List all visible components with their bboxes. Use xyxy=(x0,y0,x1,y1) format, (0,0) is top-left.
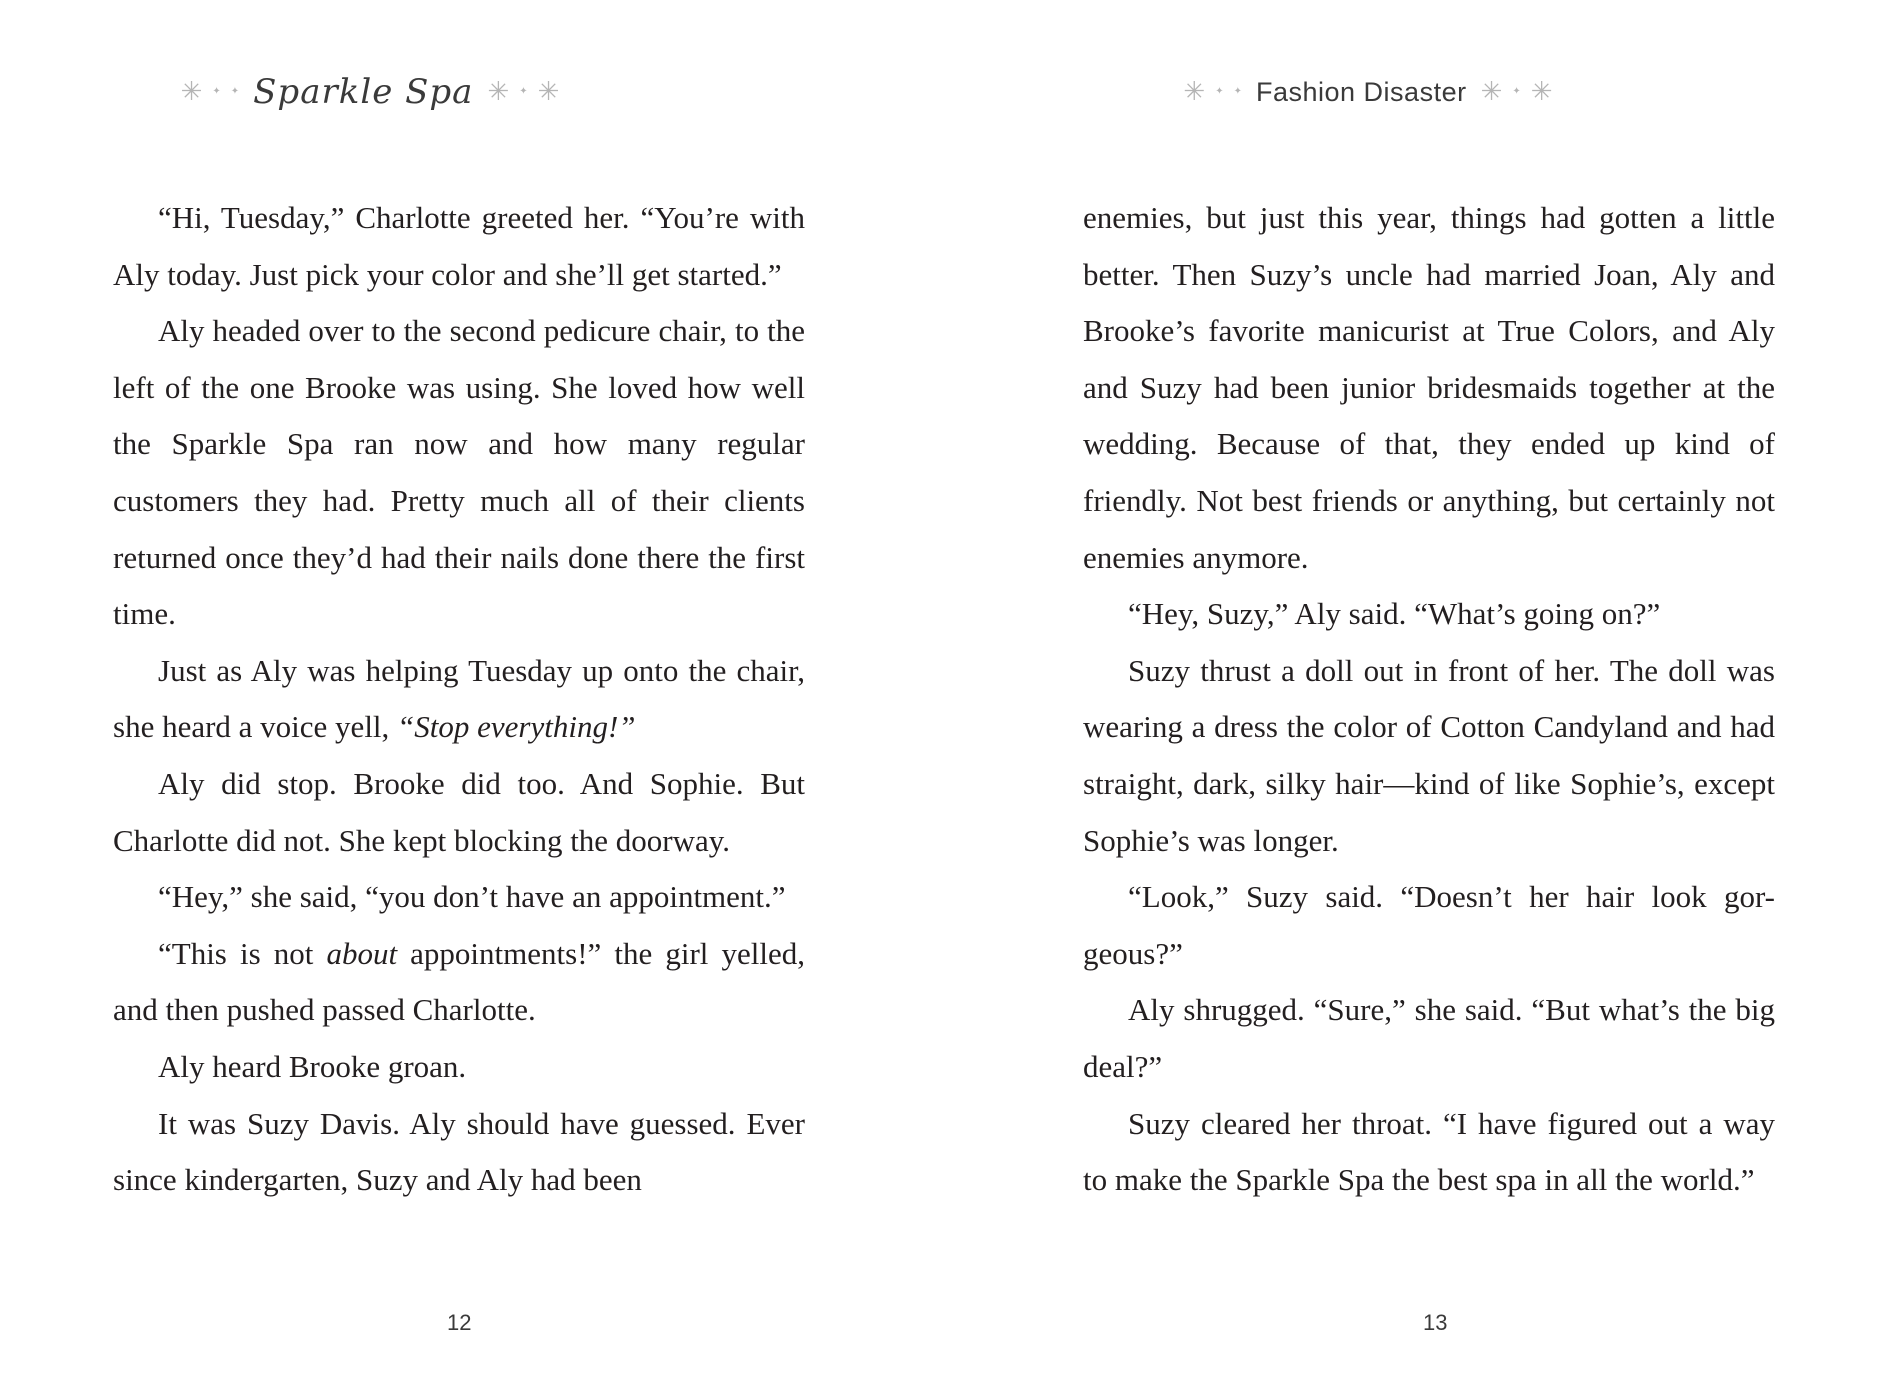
sparkle-icon: ✦ xyxy=(230,86,240,97)
sparkle-icon: ✳ xyxy=(487,77,510,106)
emphasized-text: “Stop everything!” xyxy=(397,709,636,745)
left-ornament xyxy=(181,79,240,105)
running-head-right xyxy=(1158,62,1578,122)
chapter-title: Fashion Disaster xyxy=(1256,76,1467,107)
sparkle-icon: ✳ xyxy=(1530,77,1553,106)
paragraph: enemies, but just this year, things had gotten a little better. Then Suzy’s uncle had married Joan, Aly and Brooke’s favorite manicurist at True Colors, and Aly and Suzy had been junior bridesmaids together at the wedding. Because of that, they ended up kind of friendly. Not best friends or anything, but certainly not enemies anymore. xyxy=(1083,200,1775,575)
right-ornament xyxy=(487,79,559,105)
paragraph: “Look,” Suzy said. “Doesn’t her hair look gor-geous?” xyxy=(1083,879,1775,971)
sparkle-icon: ✦ xyxy=(519,86,528,97)
sparkle-icon: ✦ xyxy=(1215,86,1224,97)
sparkle-icon: ✦ xyxy=(212,86,221,97)
right-body-text xyxy=(1083,190,1775,1209)
paragraph-text: “This is not xyxy=(158,935,327,971)
left-body-text xyxy=(113,190,805,1209)
paragraph: “Hi, Tuesday,” Charlotte greeted her. “You’re with Aly today. Just pick your color and she’ll get started.” xyxy=(113,200,805,292)
right-ornament xyxy=(1481,79,1553,105)
sparkle-icon: ✦ xyxy=(1233,86,1242,97)
paragraph: It was Suzy Davis. Aly should have guessed. Ever since kindergarten, Suzy and Aly had been xyxy=(113,1105,805,1198)
left-ornament xyxy=(1183,79,1242,105)
sparkle-icon: ✦ xyxy=(1512,86,1521,97)
paragraph: Aly did stop. Brooke did too. And Sophie. But Charlotte did not. She kept blocking the doorway. xyxy=(113,765,805,858)
emphasized-text: about xyxy=(326,935,398,971)
paragraph: Suzy thrust a doll out in front of her. The doll was wearing a dress the color of Cotton Candyland and had straight, dark, silky hair—kind of like Sophie’s, except Sophie’s was longer. xyxy=(1083,652,1775,858)
sparkle-icon: ✳ xyxy=(537,77,560,106)
sparkle-icon: ✳ xyxy=(1480,77,1503,106)
paragraph: “Hey, Suzy,” Aly said. “What’s going on?” xyxy=(1128,596,1661,632)
book-title: Sparkle Spa xyxy=(253,72,474,112)
sparkle-icon: ✳ xyxy=(180,77,203,106)
right-page xyxy=(938,0,1876,1396)
paragraph-text: appointments!” the girl yelled, and then pushed passed Charlotte. xyxy=(113,935,805,1028)
running-head-left xyxy=(70,62,670,122)
sparkle-icon: ✳ xyxy=(1183,77,1206,106)
left-page xyxy=(0,0,938,1396)
paragraph-text: Just as Aly was helping Tuesday up onto the chair, she heard a voice yell, xyxy=(113,652,805,745)
paragraph: “Hey,” she said, “you don’t have an appointment.” xyxy=(158,879,786,915)
paragraph: Aly shrugged. “Sure,” she said. “But what’s the big deal?” xyxy=(1083,992,1775,1084)
page-number: 12 xyxy=(447,1310,472,1335)
paragraph: Aly heard Brooke groan. xyxy=(158,1048,467,1084)
paragraph xyxy=(113,643,805,756)
page-number: 13 xyxy=(1423,1310,1448,1335)
paragraph: Aly headed over to the second pedicure chair, to the left of the one Brooke was using. She loved how well the Sparkle Spa ran now and how many regular customers they had. Pretty much all of their clients returned once they’d had their nails done there the first time. xyxy=(113,313,805,632)
paragraph: Suzy cleared her throat. “I have figured out a way to make the Sparkle Spa the best spa in all the world.” xyxy=(1083,1105,1775,1198)
paragraph xyxy=(113,926,805,1039)
